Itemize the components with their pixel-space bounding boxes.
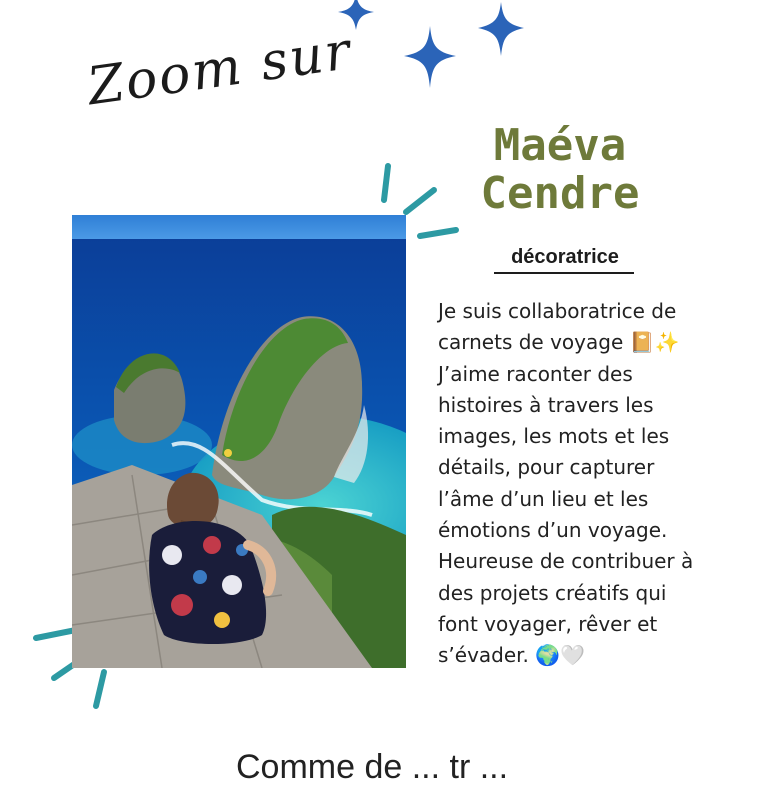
- first-name: Maéva: [493, 120, 627, 171]
- sparkle-icon: [474, 0, 528, 60]
- role-underline: [494, 272, 634, 274]
- role-label: décoratrice: [511, 246, 619, 268]
- last-name: Cendre: [480, 168, 640, 219]
- travel-photo: [72, 215, 406, 668]
- zoom-sur-title: Zoom sur: [84, 21, 356, 118]
- profile-name: [470, 122, 650, 218]
- photo-illustration: [72, 215, 406, 668]
- footer-text: Comme de ... tr ...: [236, 748, 509, 786]
- bio-text: Je suis collaboratrice de carnets de voyage 📔✨ J’aime raconter des histoires à travers les images, les mots et les détails, pour capturer l’âme d’un lieu et les émotions d’un voyage. Heureuse de contribuer à des projets créatifs qui font voyager, rêver et s’évader. 🌍🤍: [438, 299, 694, 668]
- sparkle-icon: [400, 24, 460, 94]
